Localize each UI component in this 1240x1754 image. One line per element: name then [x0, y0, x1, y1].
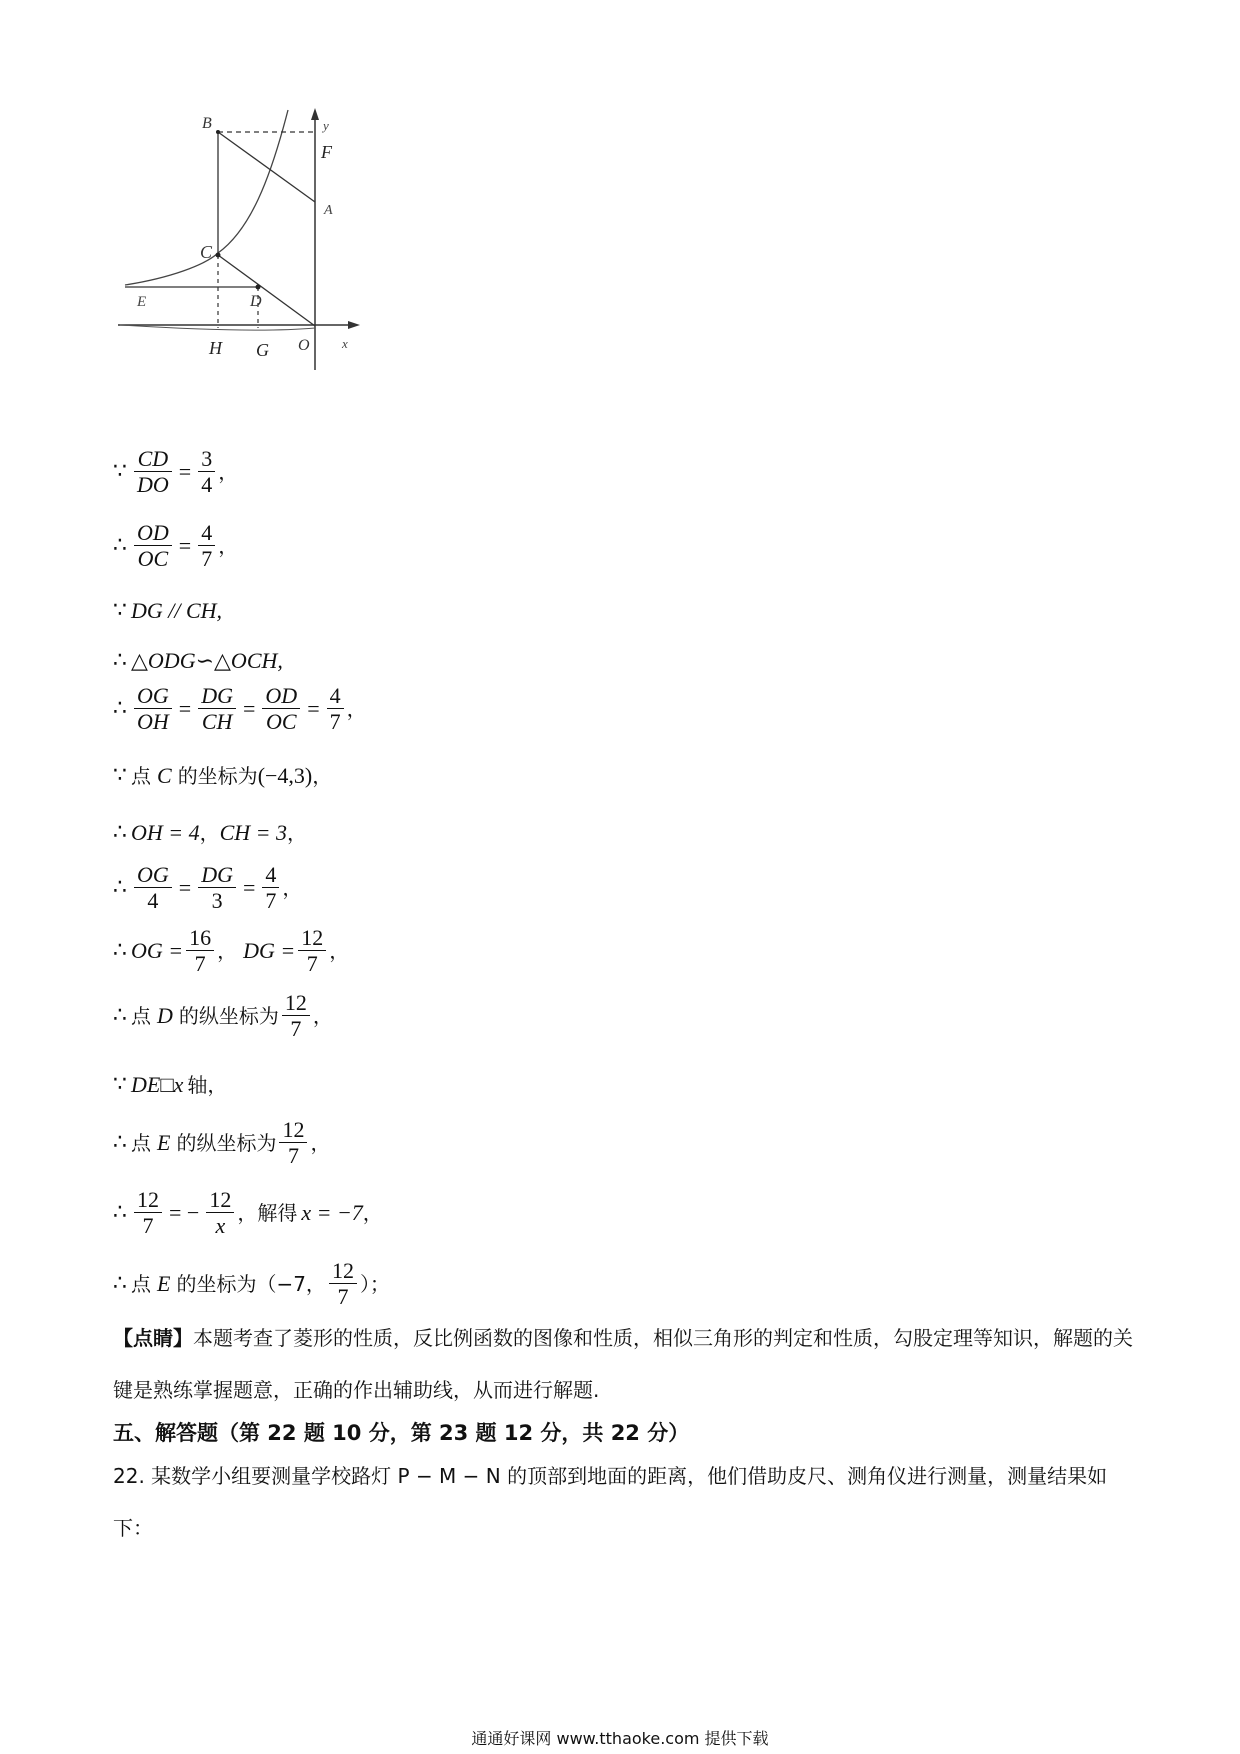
footer: 通通好课网 www.tthaoke.com 提供下载: [471, 1729, 769, 1748]
segment-ba: [218, 132, 315, 202]
text-ordinate: 的纵坐标为: [178, 1003, 279, 1028]
numerator: 16: [189, 925, 212, 950]
numerator: 4: [329, 683, 341, 708]
step-14: [113, 1258, 390, 1310]
step-9: [113, 925, 349, 977]
numerator: 12: [301, 925, 324, 950]
therefore-symbol: ∴: [113, 874, 127, 900]
fraction-4-7: [198, 520, 215, 572]
punctuation: ，: [287, 821, 308, 845]
text-point: 点: [131, 1130, 151, 1155]
y-axis-arrow: [311, 108, 319, 120]
because-symbol: ∵: [113, 598, 127, 623]
equation-oh: OH = 4: [131, 820, 200, 845]
label-y: y: [323, 118, 329, 133]
label-c: C: [200, 242, 213, 262]
point-variable: C: [157, 763, 172, 788]
denominator: 7: [265, 888, 277, 914]
point-c-dot: [216, 253, 221, 258]
step-13: [113, 1187, 383, 1239]
segment-co: [218, 255, 315, 326]
numerator: 4: [265, 862, 277, 887]
denominator: 7: [194, 951, 206, 977]
therefore-symbol: ∴: [113, 1002, 127, 1028]
equals: =: [178, 695, 192, 721]
numerator: 12: [209, 1187, 232, 1212]
label-g: G: [256, 340, 269, 360]
numerator: OG: [137, 683, 169, 708]
step-12: [113, 1117, 330, 1169]
denominator: DO: [137, 472, 169, 498]
denominator: 7: [201, 546, 213, 572]
equation-ch: CH = 3: [219, 820, 288, 845]
numerator: OD: [265, 683, 298, 708]
separator: ，: [217, 938, 238, 963]
therefore-symbol: ∴: [113, 1129, 127, 1155]
geometry-figure: [110, 100, 370, 400]
punctuation: ，: [310, 1130, 331, 1155]
punctuation: ，: [312, 764, 333, 788]
question-22: 22. 某数学小组要测量学校路灯 P − M − N 的顶部到地面的距离，他们借助皮尺、测角仪进行测量，测量结果如下：: [113, 1464, 1108, 1540]
label-o: O: [298, 337, 310, 354]
step-4: [113, 650, 283, 672]
fraction-og-oh: [134, 683, 172, 735]
equals-negative: = −: [169, 1199, 200, 1225]
parallel-axis-statement: DE□x: [131, 1072, 184, 1097]
label-d: D: [250, 293, 262, 310]
step-7: [113, 822, 307, 844]
punctuation: ，: [346, 696, 367, 721]
point-variable: E: [157, 1129, 171, 1155]
step-5: [113, 683, 367, 735]
label-e: E: [137, 294, 147, 310]
parallel-statement: DG // CH,: [131, 598, 223, 623]
step-1: [113, 446, 238, 498]
therefore-symbol: ∴: [113, 695, 127, 721]
text-point: 点: [131, 1271, 151, 1296]
punctuation: ，: [218, 533, 239, 558]
step-2: [113, 520, 238, 572]
step-8: [113, 862, 302, 914]
fraction-16-7: [186, 925, 214, 977]
section-heading: 五、解答题（第 22 题 10 分，第 23 题 12 分，共 22 分）: [113, 1421, 690, 1445]
fraction-12-7: [134, 1187, 162, 1239]
therefore-symbol: ∴: [113, 1199, 127, 1225]
coordinate-value: (−4,3): [257, 763, 313, 788]
separator: ，: [199, 821, 220, 845]
step-6: [113, 765, 332, 787]
equals: =: [307, 695, 320, 721]
numerator: DG: [201, 683, 233, 708]
numerator: 3: [201, 446, 213, 471]
punctuation: ，: [218, 459, 239, 484]
text-solve: ，解得: [237, 1200, 298, 1225]
label-b: B: [202, 115, 212, 132]
equals: =: [178, 874, 192, 900]
denominator: 4: [201, 472, 213, 498]
denominator: OC: [266, 709, 297, 735]
x-axis-arrow: [348, 321, 360, 329]
label-a: A: [324, 203, 333, 218]
equals: =: [242, 874, 256, 900]
punctuation: ，: [282, 875, 303, 900]
fraction-3-4: [198, 446, 215, 498]
fraction-4-7: [327, 683, 344, 735]
therefore-symbol: ∴: [113, 937, 127, 963]
punctuation: ）；: [359, 1271, 390, 1296]
numerator: CD: [137, 446, 169, 471]
label-h: H: [209, 338, 222, 358]
text-coordinate: 的坐标为: [177, 764, 258, 788]
denominator: 7: [142, 1213, 154, 1239]
fraction-12-x: [206, 1187, 234, 1239]
equals: =: [178, 458, 192, 484]
numerator: 12: [284, 990, 307, 1015]
point-d-dot: [256, 285, 261, 290]
text-point: 点: [131, 1003, 151, 1028]
denominator: 7: [306, 951, 318, 977]
fraction-cd-do: [134, 446, 172, 498]
fraction-12-7: [282, 990, 310, 1042]
step-11: [113, 1074, 227, 1096]
numerator: 12: [137, 1187, 159, 1212]
step-10: [113, 990, 333, 1042]
because-symbol: ∵: [113, 458, 127, 484]
fraction-dg-ch: [198, 683, 236, 735]
denominator: 7: [290, 1016, 302, 1042]
because-symbol: ∵: [113, 763, 127, 788]
text-coordinate: 的坐标为（−7，: [176, 1271, 326, 1296]
numerator: 12: [331, 1258, 354, 1283]
fraction-4-7: [262, 862, 279, 914]
numerator: 4: [201, 520, 213, 545]
numerator: 12: [282, 1117, 305, 1142]
numerator: OD: [137, 520, 169, 545]
point-b-dot: [216, 130, 220, 134]
point-variable: E: [157, 1270, 171, 1296]
comment-paragraph: [113, 1312, 1133, 1416]
equals: =: [178, 532, 192, 558]
denominator: OH: [137, 709, 169, 735]
therefore-symbol: ∴: [113, 1270, 127, 1296]
numerator: DG: [201, 862, 233, 887]
punctuation: ，: [312, 1003, 333, 1028]
step-3: [113, 600, 222, 622]
because-symbol: ∵: [113, 1072, 127, 1097]
point-variable: D: [157, 1002, 173, 1028]
solution: x = −7: [301, 1199, 363, 1225]
punctuation: ，: [329, 938, 350, 963]
denominator: 4: [147, 888, 159, 914]
denominator: x: [215, 1213, 226, 1239]
therefore-symbol: ∴: [113, 648, 127, 673]
denominator: OC: [137, 546, 169, 572]
dg-label: DG =: [243, 937, 296, 963]
denominator: 3: [211, 888, 223, 914]
fraction-od-oc: [262, 683, 300, 735]
og-label: OG =: [131, 937, 184, 963]
therefore-symbol: ∴: [113, 532, 127, 558]
denominator: 7: [329, 709, 341, 735]
therefore-symbol: ∴: [113, 820, 127, 845]
text-axis: 轴，: [187, 1073, 228, 1097]
comment-tag: 【点睛】: [113, 1326, 193, 1350]
label-f: F: [321, 142, 332, 162]
denominator: CH: [201, 709, 233, 735]
label-x: x: [342, 336, 348, 351]
denominator: 7: [287, 1143, 299, 1169]
numerator: OG: [137, 862, 169, 887]
fraction-12-7: [298, 925, 326, 977]
fraction-og-4: [134, 862, 172, 914]
similar-triangles-statement: △ODG∽△OCH,: [131, 648, 283, 673]
comment-text: 本题考查了菱形的性质，反比例函数的图像和性质，相似三角形的判定和性质，勾股定理等知识，解题的关键是熟练掌握题意，正确的作出辅助线，从而进行解题.: [113, 1326, 1133, 1402]
fraction-12-7: [329, 1258, 357, 1310]
denominator: 7: [337, 1284, 349, 1310]
fraction-dg-3: [198, 862, 236, 914]
text-ordinate: 的纵坐标为: [176, 1130, 277, 1155]
fraction-12-7: [279, 1117, 307, 1169]
equals: =: [242, 695, 256, 721]
punctuation: ，: [362, 1200, 383, 1225]
fraction-od-oc: [134, 520, 172, 572]
text-point: 点: [131, 764, 151, 788]
